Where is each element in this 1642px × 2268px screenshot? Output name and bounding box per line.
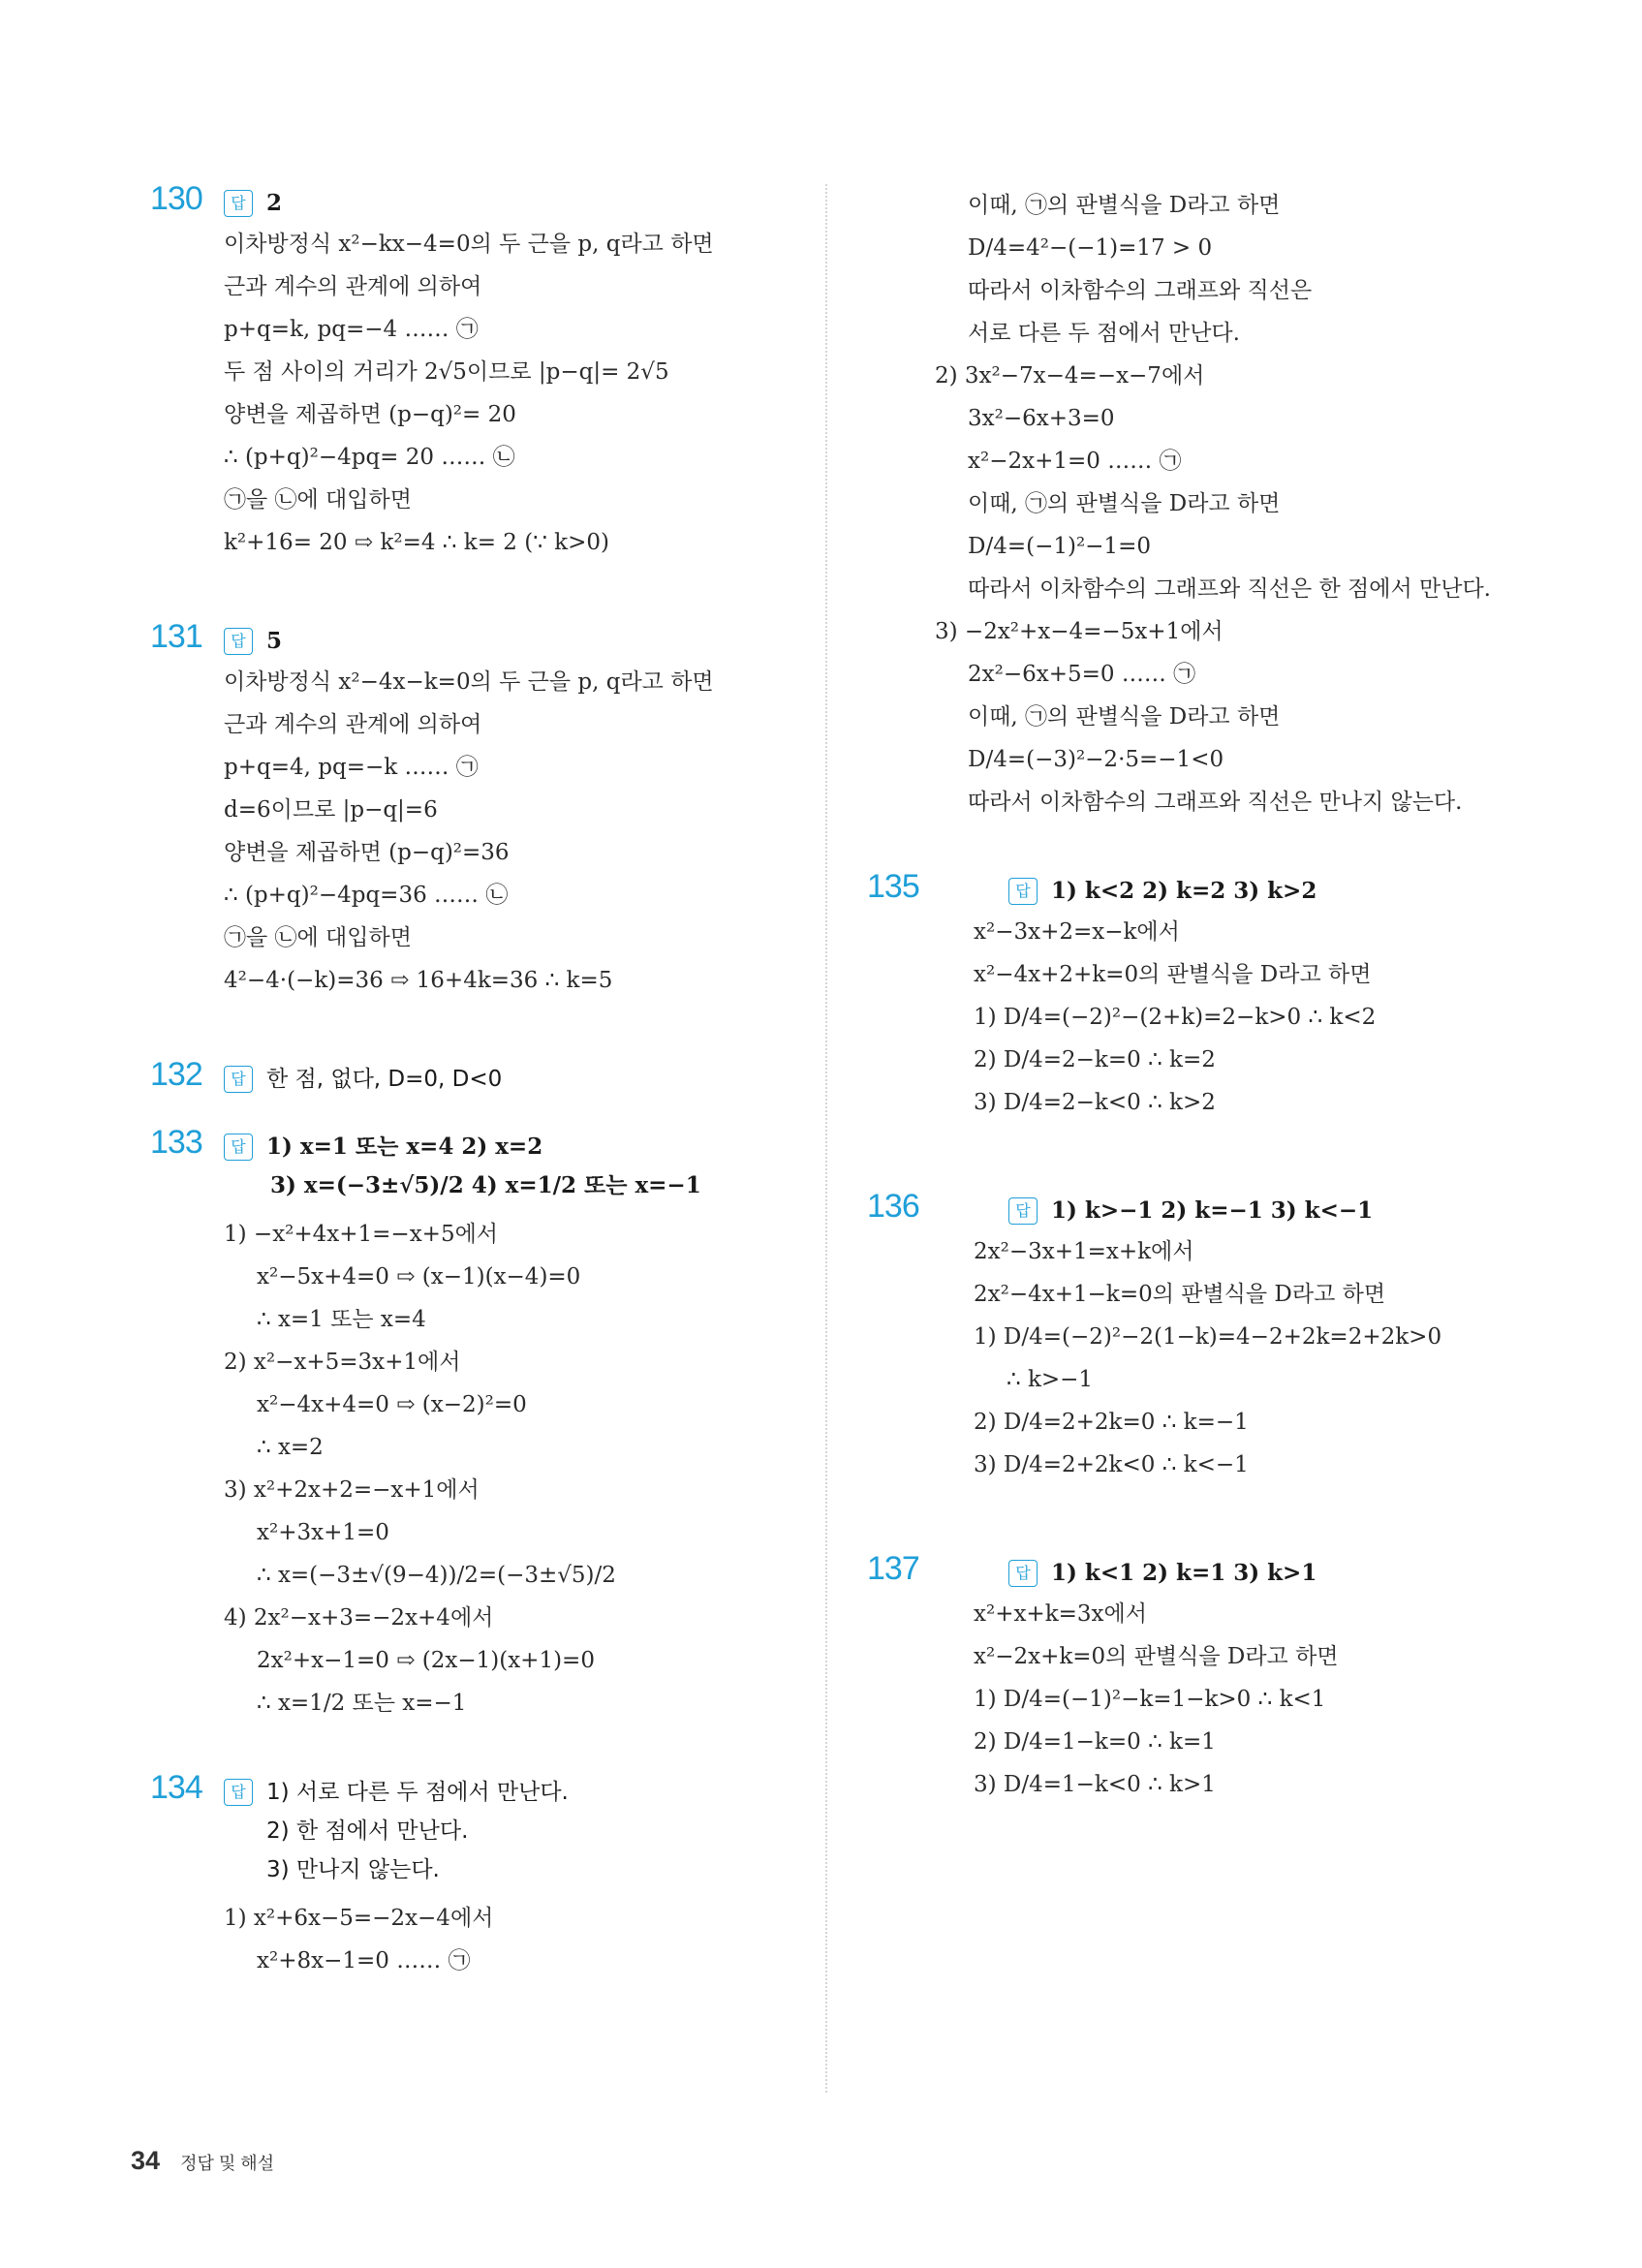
solution-line: ∴ (p+q)²−4pq= 20 …… ㉡: [224, 445, 515, 470]
solution-line: 두 점 사이의 거리가 2√5이므로 |p−q|= 2√5: [224, 359, 669, 385]
solution-line: x²+8x−1=0 …… ㉠: [257, 1948, 471, 1973]
answer-badge: 답: [1008, 878, 1038, 905]
problem-134-continued: [935, 184, 1555, 823]
answer-line: [935, 872, 1555, 911]
problem-133: [150, 1124, 809, 1724]
solution-line: x²−2x+k=0의 판별식을 D라고 하면: [974, 1644, 1339, 1669]
solution-line: 3) D/4=1−k<0 ∴ k>1: [974, 1772, 1216, 1797]
answer-text: 2: [266, 190, 283, 216]
solution-line: 이때, ㉠의 판별식을 D라고 하면: [968, 704, 1281, 730]
answer-line: [224, 622, 809, 661]
solution-line: ∴ (p+q)²−4pq=36 …… ㉡: [224, 883, 509, 908]
problem-number: 134: [150, 1769, 202, 1806]
solution-line: 이때, ㉠의 판별식을 D라고 하면: [968, 491, 1281, 516]
answer-text: 1) 서로 다른 두 점에서 만난다.: [266, 1780, 569, 1805]
answer-text: 1) k<1 2) k=1 3) k>1: [1051, 1560, 1317, 1586]
answer-badge: 답: [224, 190, 253, 217]
answer-badge: 답: [224, 1066, 253, 1093]
left-column: [150, 180, 809, 1982]
solution-line: x²−2x+1=0 …… ㉠: [968, 449, 1182, 474]
solution-line: 4) 2x²−x+3=−2x+4에서: [224, 1605, 494, 1631]
solution-line: k²+16= 20 ⇨ k²=4 ∴ k= 2 (∵ k>0): [224, 530, 609, 555]
solution-line: 1) −x²+4x+1=−x+5에서: [224, 1222, 499, 1247]
page-footer: [131, 2146, 274, 2176]
solution-line: d=6이므로 |p−q|=6: [224, 797, 438, 823]
solution-line: x²+x+k=3x에서: [974, 1601, 1147, 1627]
solution-line: p+q=k, pq=−4 …… ㉠: [224, 317, 479, 342]
solution-line: 2) D/4=1−k=0 ∴ k=1: [974, 1729, 1216, 1755]
solution: [224, 223, 809, 564]
solution-line: 3) x²+2x+2=−x+1에서: [224, 1477, 480, 1503]
solution-line: D/4=4²−(−1)=17 > 0: [968, 235, 1213, 261]
solution-line: ∴ x=1/2 또는 x=−1: [257, 1691, 467, 1716]
solution-line: 3) D/4=2+2k<0 ∴ k<−1: [974, 1452, 1249, 1477]
solution-line: 2) D/4=2−k=0 ∴ k=2: [974, 1047, 1216, 1072]
solution-line: ∴ x=(−3±√(9−4))/2=(−3±√5)/2: [257, 1563, 616, 1588]
solution-line: 근과 계수의 관계에 의하여: [224, 712, 482, 737]
problem-135: [867, 868, 1555, 1124]
solution-line: D/4=(−3)²−2·5=−1<0: [968, 747, 1224, 772]
answer-line: [935, 1192, 1555, 1230]
solution-line: x²+3x+1=0: [257, 1520, 389, 1545]
solution-line: ∴ k>−1: [1007, 1367, 1094, 1392]
answer-badge: 답: [224, 1134, 253, 1161]
solution-line: ㉠을 ㉡에 대입하면: [224, 487, 412, 513]
problem-134: [150, 1769, 809, 1982]
problem-137: [867, 1550, 1555, 1806]
problem-number: 131: [150, 618, 202, 655]
answer-text: 1) x=1 또는 x=4 2) x=2: [266, 1134, 543, 1160]
answer-text: 1) k>−1 2) k=−1 3) k<−1: [1051, 1197, 1374, 1224]
problem-number: 133: [150, 1124, 202, 1161]
solution-line: x²−3x+2=x−k에서: [974, 919, 1180, 945]
solution: [224, 1213, 809, 1724]
column-divider: [825, 184, 827, 2093]
answer-badge: 답: [224, 628, 253, 655]
solution-line: 근과 계수의 관계에 의하여: [224, 274, 482, 299]
solution-line: x²−4x+2+k=0의 판별식을 D라고 하면: [974, 962, 1372, 987]
solution-line: ∴ x=2: [257, 1435, 324, 1460]
solution-line: 2) D/4=2+2k=0 ∴ k=−1: [974, 1410, 1249, 1435]
solution-line: 따라서 이차함수의 그래프와 직선은 한 점에서 만난다.: [968, 576, 1491, 602]
solution-line: 4²−4·(−k)=36 ⇨ 16+4k=36 ∴ k=5: [224, 968, 613, 993]
answer-badge: 답: [1008, 1197, 1038, 1225]
solution: [224, 1897, 809, 1982]
solution-line: ㉠을 ㉡에 대입하면: [224, 925, 412, 950]
solution-line: 서로 다른 두 점에서 만난다.: [968, 321, 1240, 346]
solution-line: 1) D/4=(−2)²−2(1−k)=4−2+2k=2+2k>0: [974, 1324, 1442, 1350]
solution-line: 따라서 이차함수의 그래프와 직선은 만나지 않는다.: [968, 790, 1463, 815]
problem-132: [150, 1056, 809, 1099]
solution: [974, 1593, 1555, 1806]
solution: [974, 1230, 1555, 1486]
answer-badge: 답: [1008, 1560, 1038, 1587]
footer-title: 정답 및 해설: [180, 2154, 275, 2173]
solution-line: 2x²+x−1=0 ⇨ (2x−1)(x+1)=0: [257, 1648, 595, 1673]
solution: [974, 911, 1555, 1124]
answer-text: 1) k<2 2) k=2 3) k>2: [1051, 878, 1317, 904]
solution-line: 이차방정식 x²−4x−k=0의 두 근을 p, q라고 하면: [224, 669, 714, 695]
solution-line: 양변을 제곱하면 (p−q)²= 20: [224, 402, 516, 427]
right-column: [867, 184, 1555, 1806]
answer-text: 한 점, 없다, D=0, D<0: [266, 1067, 503, 1092]
solution-line: 2x²−6x+5=0 …… ㉠: [968, 662, 1196, 687]
answer-text: 3) x=(−3±√5)/2 4) x=1/2 또는 x=−1: [270, 1172, 701, 1198]
solution-line: 1) x²+6x−5=−2x−4에서: [224, 1906, 494, 1931]
problem-130: [150, 180, 809, 564]
solution-line: ∴ x=1 또는 x=4: [257, 1307, 426, 1332]
answer-line: [224, 1128, 809, 1205]
solution-line: 2) 3x²−7x−4=−x−7에서: [935, 363, 1205, 388]
solution-line: 3) −2x²+x−4=−5x+1에서: [935, 619, 1224, 644]
solution: [224, 661, 809, 1002]
answer-text: 3) 만나지 않는다.: [266, 1857, 440, 1882]
solution-line: 2x²−3x+1=x+k에서: [974, 1239, 1194, 1264]
solution-line: 양변을 제곱하면 (p−q)²=36: [224, 840, 510, 865]
solution-line: 1) D/4=(−2)²−(2+k)=2−k>0 ∴ k<2: [974, 1005, 1377, 1030]
problem-131: [150, 618, 809, 1002]
problem-number: 136: [867, 1188, 919, 1225]
solution-line: D/4=(−1)²−1=0: [968, 534, 1151, 559]
solution-line: 1) D/4=(−1)²−k=1−k>0 ∴ k<1: [974, 1687, 1326, 1712]
solution-line: p+q=4, pq=−k …… ㉠: [224, 755, 479, 780]
solution-line: x²−5x+4=0 ⇨ (x−1)(x−4)=0: [257, 1264, 581, 1289]
solution-line: 따라서 이차함수의 그래프와 직선은: [968, 278, 1313, 303]
problem-number: 135: [867, 868, 919, 905]
problem-136: [867, 1188, 1555, 1486]
solution-line: 이때, ㉠의 판별식을 D라고 하면: [968, 193, 1281, 218]
answer-line: [224, 1060, 809, 1099]
solution-line: 3x²−6x+3=0: [968, 406, 1115, 431]
page-number: 34: [131, 2146, 161, 2175]
solution-line: 이차방정식 x²−kx−4=0의 두 근을 p, q라고 하면: [224, 232, 714, 257]
solution-line: 2) x²−x+5=3x+1에서: [224, 1350, 461, 1375]
answer-text: 5: [266, 628, 283, 654]
solution-line: x²−4x+4=0 ⇨ (x−2)²=0: [257, 1392, 527, 1417]
problem-number: 137: [867, 1550, 919, 1587]
problem-number: 130: [150, 180, 202, 217]
solution-line: 3) D/4=2−k<0 ∴ k>2: [974, 1090, 1216, 1115]
answer-text: 2) 한 점에서 만난다.: [266, 1818, 469, 1844]
solution-line: 2x²−4x+1−k=0의 판별식을 D라고 하면: [974, 1282, 1386, 1307]
answer-line: [935, 1554, 1555, 1593]
answer-line: [224, 184, 809, 223]
answer-badge: 답: [224, 1779, 253, 1806]
answer-line: [224, 1773, 809, 1889]
problem-number: 132: [150, 1056, 202, 1093]
